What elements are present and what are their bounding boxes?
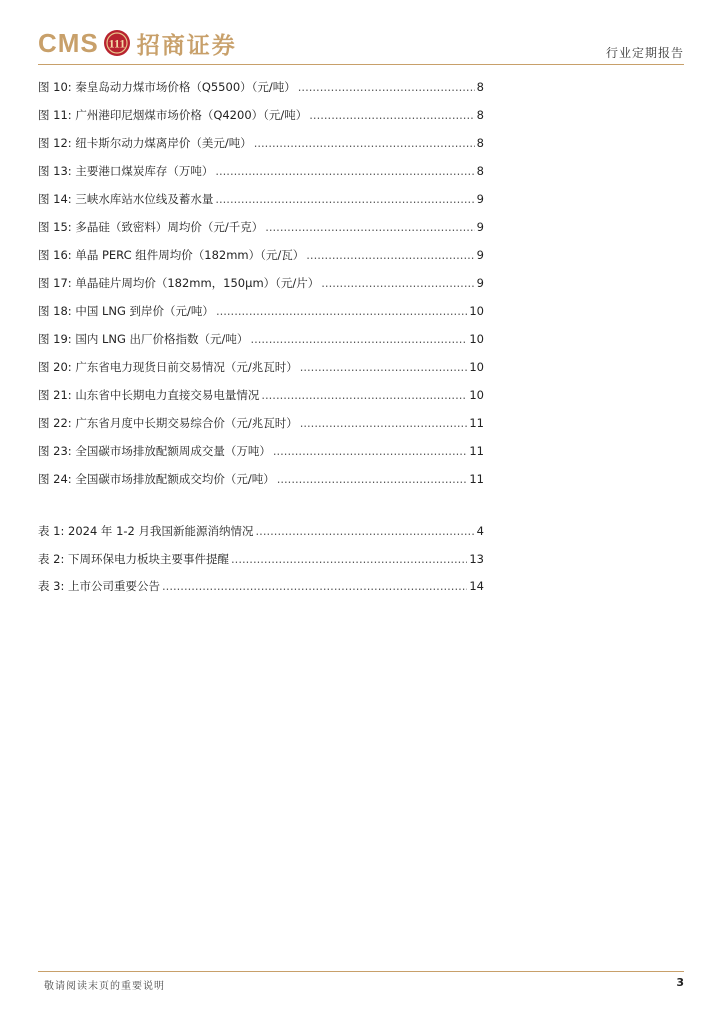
figure-toc-entry[interactable] (38, 442, 484, 458)
logo-mark-icon (103, 29, 131, 57)
figure-toc-entry-label: 图 11: 广州港印尼烟煤市场价格（Q4200）（元/吨） (38, 108, 308, 122)
logo-cn-text: 招商证券 (136, 32, 237, 59)
figure-toc-entry[interactable] (38, 246, 484, 262)
dot-leader (215, 192, 474, 206)
figure-toc-entry-label: 图 22: 广东省月度中长期交易综合价（元/兆瓦时） (38, 416, 298, 430)
header-divider (38, 64, 684, 65)
figure-toc-entry-page: 8 (476, 164, 484, 178)
footer-divider (38, 971, 684, 972)
dot-leader (277, 472, 468, 486)
figure-toc-entry-page: 9 (476, 192, 484, 206)
figure-toc-entry-label: 图 24: 全国碳市场排放配额成交均价（元/吨） (38, 472, 275, 486)
figure-toc-entry-page: 10 (469, 332, 484, 346)
dot-leader (261, 388, 467, 402)
figure-toc-entry-page: 9 (476, 276, 484, 290)
figure-toc-entry[interactable] (38, 274, 484, 290)
figure-toc-entry-page: 11 (469, 416, 484, 430)
figure-toc-entry[interactable] (38, 386, 484, 402)
figure-toc-entry-label: 图 17: 单晶硅片周均价（182mm，150μm）（元/片） (38, 276, 320, 290)
dot-leader (300, 360, 468, 374)
dot-leader (250, 332, 467, 346)
figure-toc-entry[interactable] (38, 358, 484, 374)
figure-toc-entry-page: 11 (469, 444, 484, 458)
figure-toc-entry[interactable] (38, 302, 484, 318)
figure-toc-entry-label: 图 19: 国内 LNG 出厂价格指数（元/吨） (38, 332, 249, 346)
figure-toc-entry-label: 图 13: 主要港口煤炭库存（万吨） (38, 164, 214, 178)
table-toc-entry-label: 表 2: 下周环保电力板块主要事件提醒 (38, 551, 230, 566)
figure-toc-entry-label: 图 20: 广东省电力现货日前交易情况（元/兆瓦时） (38, 360, 298, 374)
figure-toc-entry[interactable] (38, 218, 484, 234)
dot-leader (306, 248, 474, 262)
dot-leader (309, 108, 474, 122)
figure-toc-entry-label: 图 15: 多晶硅（致密料）周均价（元/千克） (38, 220, 264, 234)
figure-toc-entry[interactable] (38, 78, 484, 94)
dot-leader (321, 276, 474, 290)
cms-logo (38, 26, 237, 60)
table-toc-entry-label: 表 1: 2024 年 1-2 月我国新能源消纳情况 (38, 524, 254, 538)
page-number: 3 (676, 976, 684, 989)
dot-leader (298, 80, 475, 94)
table-toc-entry[interactable] (38, 577, 484, 593)
figure-toc-entry[interactable] (38, 134, 484, 150)
figure-toc-entry[interactable] (38, 330, 484, 346)
dot-leader (231, 552, 467, 566)
dot-leader (265, 220, 474, 234)
dot-leader (300, 416, 468, 430)
figure-toc-entry-label: 图 14: 三峡水库站水位线及蓄水量 (38, 192, 214, 206)
figure-toc-entry-page: 9 (476, 248, 484, 262)
figure-toc-entry-page: 10 (469, 388, 484, 402)
dot-leader (216, 304, 467, 318)
figure-toc-entry-label: 图 12: 纽卡斯尔动力煤离岸价（美元/吨） (38, 136, 252, 150)
figure-toc-entry[interactable] (38, 470, 484, 486)
table-toc-entry-label: 表 3: 上市公司重要公告 (38, 579, 161, 593)
dot-leader (273, 444, 468, 458)
dot-leader (215, 164, 474, 178)
footer-note: 敬请阅读末页的重要说明 (44, 981, 165, 992)
figure-toc-entry-page: 11 (469, 472, 484, 486)
table-toc-entry-page: 13 (469, 551, 484, 566)
figure-toc-entry-page: 8 (476, 136, 484, 150)
figure-toc-entry-label: 图 18: 中国 LNG 到岸价（元/吨） (38, 304, 214, 318)
figure-toc-entry-label: 图 21: 山东省中长期电力直接交易电量情况 (38, 388, 260, 402)
figure-toc-entry-label: 图 23: 全国碳市场排放配额周成交量（万吨） (38, 444, 271, 458)
figure-toc-entry-label: 图 16: 单晶 PERC 组件周均价（182mm）（元/瓦） (38, 248, 305, 262)
dot-leader (254, 136, 475, 150)
figure-toc-entry-page: 10 (469, 304, 484, 318)
page-header (0, 0, 724, 70)
figure-toc-entry-page: 9 (476, 220, 484, 234)
figure-toc-entry[interactable] (38, 162, 484, 178)
figure-toc-entry[interactable] (38, 106, 484, 122)
dot-leader (256, 524, 475, 538)
figure-toc-entry-page: 10 (469, 360, 484, 374)
logo-cms-text: CMS (38, 27, 99, 58)
figure-toc-entry-page: 8 (476, 108, 484, 122)
figure-toc-entry-label: 图 10: 秦皇岛动力煤市场价格（Q5500）（元/吨） (38, 80, 296, 94)
figure-toc-entry[interactable] (38, 190, 484, 206)
figure-toc-entry-page: 8 (476, 80, 484, 94)
dot-leader (162, 579, 467, 593)
figure-toc-entry[interactable] (38, 414, 484, 430)
table-toc-entry-page: 4 (476, 524, 484, 538)
table-toc-entry[interactable] (38, 522, 484, 538)
logo-mark-text: 111 (108, 36, 126, 51)
table-toc-entry[interactable] (38, 550, 484, 566)
report-type-label: 行业定期报告 (605, 46, 684, 60)
table-toc-entry-page: 14 (469, 579, 484, 593)
